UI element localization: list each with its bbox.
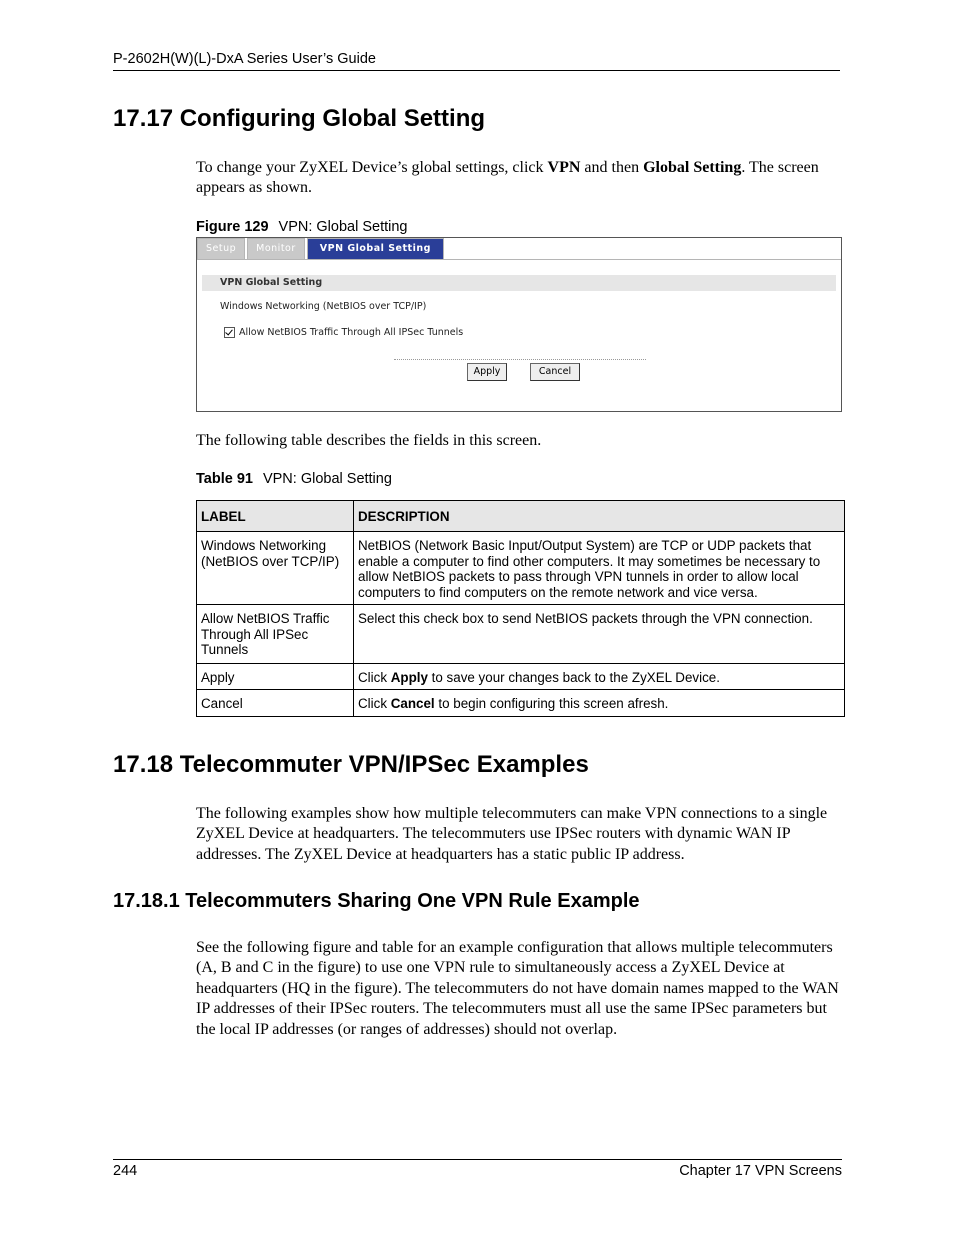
netbios-checkbox-row (224, 327, 463, 338)
dotted-divider (394, 359, 646, 360)
tab-monitor[interactable]: Monitor (247, 238, 305, 260)
row-description (354, 605, 845, 664)
telecommuter-intro-paragraph: The following examples show how multiple telecommuters can make VPN connections to a single ZyXEL Device at headquarters. The telecommuters use IPSec routers with dynamic WAN IP addresses. The ZyXEL Device at headquarters has a static public IP address. (196, 805, 828, 863)
table-intro-paragraph: The following table describes the fields in this screen. (196, 432, 542, 449)
row-label: Allow NetBIOS Traffic Through All IPSec Tunnels (197, 605, 354, 664)
section-heading-17-18: 17.18 Telecommuter VPN/IPSec Examples (113, 751, 589, 778)
tab-setup[interactable]: Setup (197, 238, 245, 260)
sharing-rule-paragraph: See the following figure and table for an example configuration that allows multiple telecommuters (A, B and C in the figure) to use one VPN rule to simultaneously access a ZyXEL Device at headquarters (HQ in the figure). The telecommuters do not have domain names mapped to the WAN IP addresses of their IPSec routers. The telecommuters must all use the same IPSec parameters but the local IP addresses (or ranges of addresses) should not overlap. (196, 939, 839, 1038)
section-title-bar: VPN Global Setting (202, 275, 836, 291)
windows-networking-label: Windows Networking (NetBIOS over TCP/IP) (220, 301, 427, 312)
bold-term: Global Setting (643, 159, 742, 176)
running-header (113, 51, 840, 71)
table-row (197, 532, 845, 605)
label-column-header: LABEL (197, 501, 354, 532)
text-run: to save your changes back to the ZyXEL Device. (427, 669, 720, 685)
figure-number: Figure 129 (196, 219, 269, 235)
figure-caption (196, 219, 408, 235)
table-title: VPN: Global Setting (262, 471, 392, 487)
intro-paragraph (196, 158, 841, 199)
guide-title: P-2602H(W)(L)-DxA Series User’s Guide (113, 51, 376, 67)
cancel-button[interactable]: Cancel (530, 363, 580, 381)
row-label: Windows Networking (NetBIOS over TCP/IP) (197, 532, 354, 605)
section-heading-17-18-1: 17.18.1 Telecommuters Sharing One VPN Rule Example (113, 890, 640, 912)
running-footer (113, 1159, 842, 1179)
tab-vpn-global-setting[interactable]: VPN Global Setting (307, 238, 444, 260)
figure-title: VPN: Global Setting (278, 219, 408, 235)
row-label: Cancel (197, 690, 354, 717)
bold-term: Cancel (390, 696, 435, 711)
table-number: Table 91 (196, 471, 253, 487)
text-run: Select this check box to send NetBIOS packets through the VPN connection. (358, 611, 813, 626)
table-row (197, 663, 845, 690)
section-heading-17-17: 17.17 Configuring Global Setting (113, 105, 486, 132)
vpn-global-setting-screenshot (196, 237, 842, 412)
table-caption (196, 471, 392, 487)
bold-term: VPN (547, 159, 581, 176)
text-run: and then (580, 159, 644, 176)
netbios-checkbox-label: Allow NetBIOS Traffic Through All IPSec Tunnels (239, 327, 464, 338)
bold-term: Apply (390, 669, 428, 685)
row-label: Apply (197, 663, 354, 690)
text-run: . The screen appears as shown. (196, 159, 819, 197)
description-column-header: DESCRIPTION (354, 501, 845, 532)
text-run: NetBIOS (Network Basic Input/Output System) are TCP or UDP packets that enable a computer to find other computers. It may sometimes be necessary to allow NetBIOS packets to pass through VPN tunnels in order to allow local computers to find computers on the remote network and vice versa. (358, 538, 821, 600)
text-run: Click (358, 669, 391, 685)
text-run: to begin configuring this screen afresh. (434, 696, 669, 711)
tab-divider (197, 259, 841, 260)
table-row (197, 690, 845, 717)
row-description (354, 663, 845, 690)
netbios-checkbox[interactable] (224, 327, 235, 338)
table-row (197, 605, 845, 664)
chapter-title: Chapter 17 VPN Screens (679, 1163, 842, 1179)
row-description (354, 690, 845, 717)
text-run: To change your ZyXEL Device’s global settings, click (196, 159, 548, 176)
page-number: 244 (113, 1163, 138, 1179)
tab-bar (197, 238, 446, 260)
field-description-table (196, 500, 845, 717)
apply-button[interactable]: Apply (467, 363, 507, 381)
table-header-row (197, 501, 845, 532)
row-description (354, 532, 845, 605)
text-run: Click (358, 696, 391, 711)
